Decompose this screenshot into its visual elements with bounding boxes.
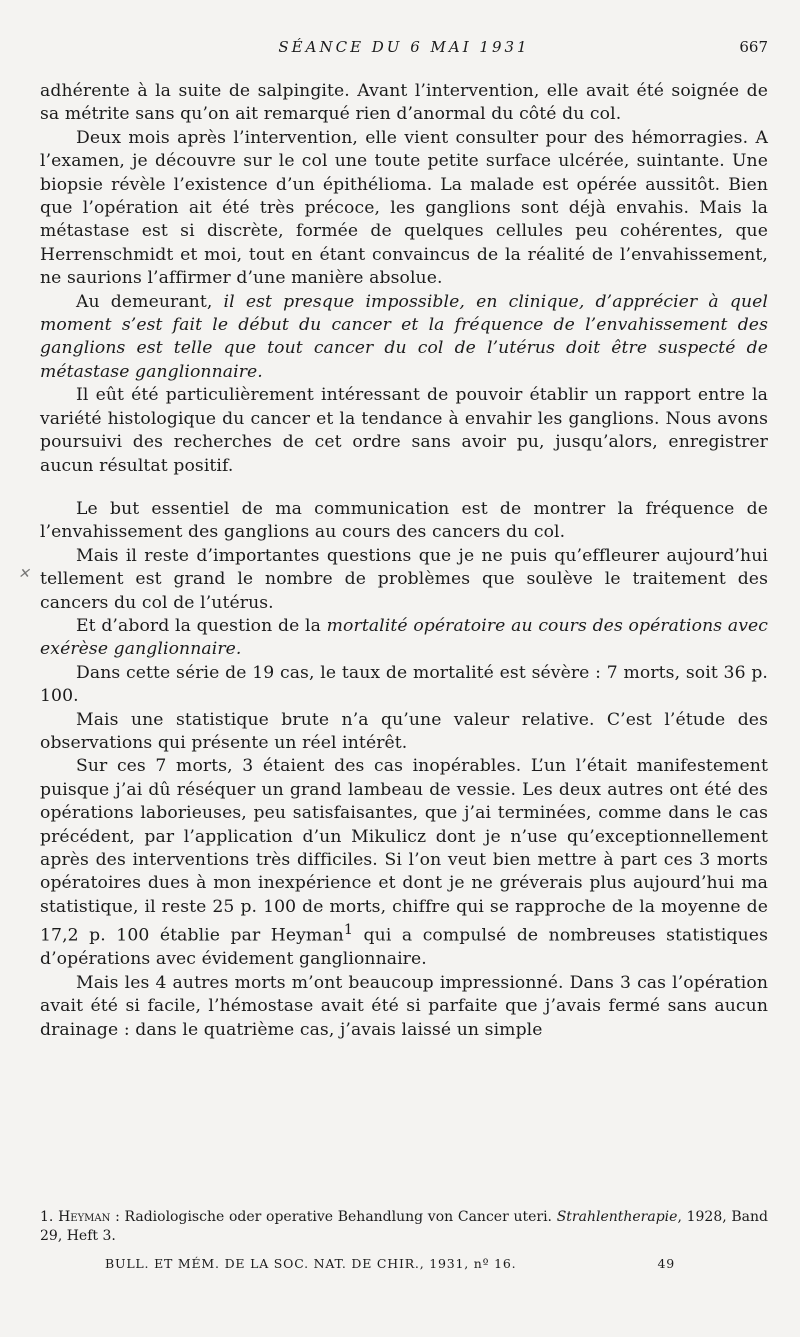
paragraph-text: qui a compulsé de nombreuses statistiques d’opérations avec évidement ganglionnaire. [40,925,768,970]
body-text [40,80,768,1042]
paragraph [40,755,768,971]
footnote-number: 1. [40,1209,59,1225]
paragraph: Mais une statistique brute n’a qu’une valeur relative. C’est l’étude des observations qui présente un réel intérêt. [40,709,768,753]
footnote-reference[interactable]: 1 [343,922,354,939]
paragraph: Deux mois après l’intervention, elle vient consulter pour des hémorragies. A l’examen, je découvre sur le col une toute petite surface ulcérée, suintante. Une biopsie révèle l’existence d’un épithélioma. La malade est opérée aussitôt. Bien que l’opération ait été très précoce, les ganglions sont déjà envahis. Mais la métastase est si discrète, formée de quelques cellules peu cohérentes, que Herrenschmidt et moi, tout en étant convaincus de la réalité de l’envahissement, ne saurions l’affirmer d’une manière absolue. [40,127,768,289]
margin-annotation: ✕ [18,566,30,582]
footnote-text: : Radiologische oder operative Behandlung von Cancer uteri. [110,1209,557,1225]
paragraph: Il eût été particulièrement intéressant de pouvoir établir un rapport entre la variété histologique du cancer et la tendance à envahir les ganglions. Nous avons poursuivi des recherches de cet ordre sans avoir pu, jusqu’alors, enregistrer aucun résultat positif. [40,385,768,476]
emphasis-text: il est presque impossible, en clinique, d’apprécier à quel moment s’est fait le début du cancer et la fréquence de l’envahissement des ganglions est telle que tout cancer du col de l’utérus doit être suspecté de métastase ganglionnaire. [40,291,768,382]
paragraph-text: Au demeurant, [76,291,224,312]
page-header [40,38,768,62]
paragraph: adhérente à la suite de salpingite. Avant l’intervention, elle avait été soignée de sa métrite sans qu’on ait remarqué rien d’anormal du côté du col. [40,81,768,125]
journal-citation: BULL. ET MÉM. DE LA SOC. NAT. DE CHIR., 1931, nº 16. [105,1256,517,1271]
paragraph-text: Sur ces 7 morts, 3 étaient des cas inopérables. L’un l’était manifestement puisque j’ai dû réséquer un grand lambeau de vessie. Les deux autres ont été des opérations laborieuses, peu satisfaisantes, que j’ai terminées, comme dans le cas précédent, par l’application d’un Mikulicz dont je n’use qu’exceptionnellement après des interventions très difficiles. Si l’on veut bien mettre à part ces 3 morts opératoires dues à mon inexpérience et dont je ne gréverais plus aujourd’hui ma statistique, il reste 25 p. 100 de morts, chiffre qui se rapproche de la moyenne de 17,2 p. 100 établie par Heyman [40,756,768,946]
paragraph-text: Et d’abord la question de la [76,615,327,636]
paragraph: Mais il reste d’importantes questions que je ne puis qu’effleurer aujourd’hui tellement est grand le nombre de problèmes que soulève le traitement des cancers du col de l’utérus. [40,545,768,613]
footnote [40,1208,768,1246]
page-number: 667 [739,38,768,56]
paragraph: Le but essentiel de ma communication est de montrer la fréquence de l’envahissement des ganglions au cours des cancers du col. [40,498,768,543]
paragraph [40,291,768,385]
paragraph: Dans cette série de 19 cas, le taux de mortalité est sévère : 7 morts, soit 36 p. 100. [40,662,768,707]
running-title: SÉANCE DU 6 MAI 1931 [278,38,530,56]
footnote-journal: Strahlentherapie [556,1209,678,1225]
sheet-number: 49 [657,1256,675,1271]
page-footer [105,1256,675,1271]
paragraph: Mais les 4 autres morts m’ont beaucoup impressionné. Dans 3 cas l’opération avait été si facile, l’hémostase avait été si parfaite que j’avais fermé sans aucun drainage : dans le quatrième cas, j’avais laissé un simple [40,972,768,1040]
footnote-text: , 1928, Band 29, Heft 3. [40,1209,768,1244]
paragraph [40,615,768,662]
emphasis-text: mortalité opératoire au cours des opérations avec exérèse ganglionnaire. [40,615,768,660]
footnote-author: Heyman [58,1209,111,1225]
